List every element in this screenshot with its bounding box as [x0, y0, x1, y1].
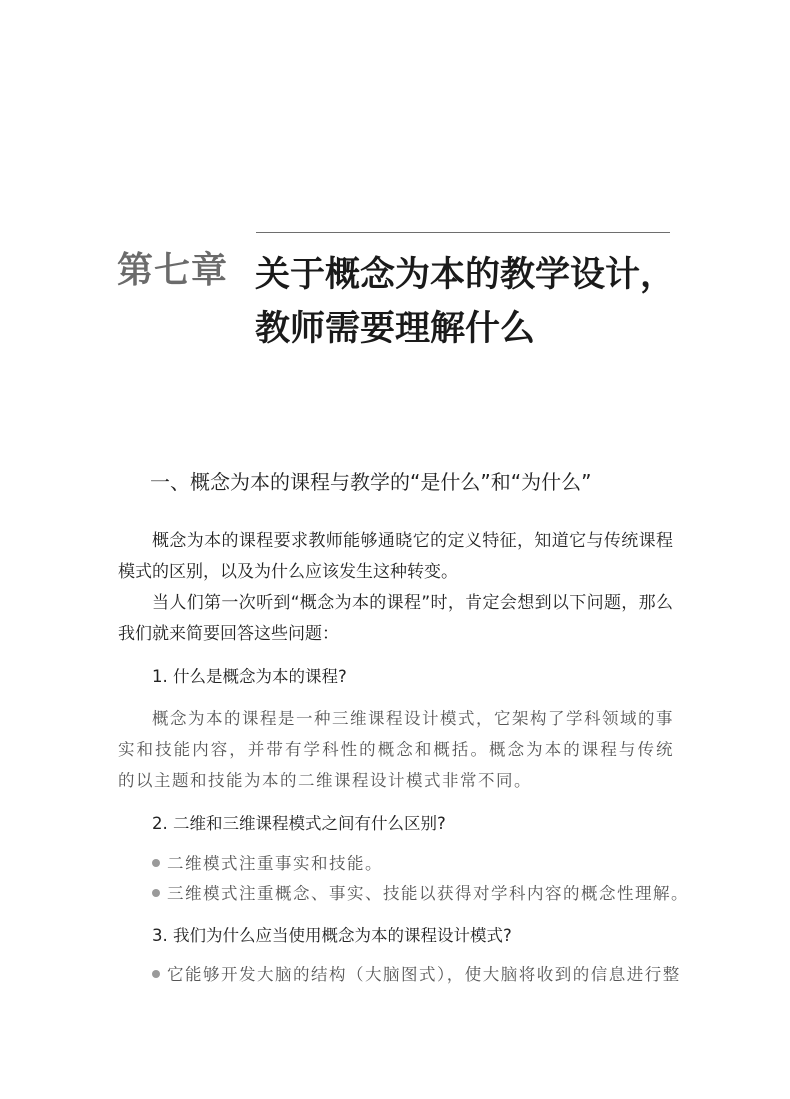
question-heading: 2. 二维和三维课程模式之间有什么区别?: [152, 814, 446, 833]
chapter-title-line-2: 教师需要理解什么: [255, 309, 536, 349]
section-heading: 一、概念为本的课程与教学的“是什么”和“为什么”: [150, 470, 592, 494]
bullet-dot-icon: [152, 970, 160, 978]
bullet-text: 它能够开发大脑的结构（大脑图式），使大脑将收到的信息进行整: [167, 965, 681, 984]
chapter-number: 第七章: [117, 250, 229, 291]
bullet-item: [152, 961, 681, 985]
bullet-dot-icon: [152, 889, 160, 897]
intro-paragraph: 当人们第一次听到“概念为本的课程”时，肯定会想到以下问题，那么我们就来简要回答这些问题：: [118, 593, 673, 644]
intro-paragraph: 概念为本的课程要求教师能够通晓它的定义特征，知道它与传统课程模式的区别，以及为什么应该发生这种转变。: [118, 531, 673, 582]
chapter-title-line-1: 关于概念为本的教学设计，: [255, 255, 676, 295]
bullet-item: [152, 880, 689, 904]
chapter-divider-line: [256, 232, 670, 233]
question-heading: 1. 什么是概念为本的课程?: [152, 667, 347, 686]
bullet-text: 三维模式注重概念、事实、技能以获得对学科内容的概念性理解。: [167, 884, 689, 903]
chapter-title: [255, 248, 685, 356]
bullet-dot-icon: [152, 859, 160, 867]
answer-paragraph: 概念为本的课程是一种三维课程设计模式，它架构了学科领域的事实和技能内容，并带有学科性的概念和概括。概念为本的课程与传统的以主题和技能为本的二维课程设计模式非常不同。: [118, 709, 674, 790]
bullet-text: 二维模式注重事实和技能。: [167, 854, 383, 873]
question-heading: 3. 我们为什么应当使用概念为本的课程设计模式?: [152, 926, 512, 945]
bullet-item: [152, 850, 383, 874]
